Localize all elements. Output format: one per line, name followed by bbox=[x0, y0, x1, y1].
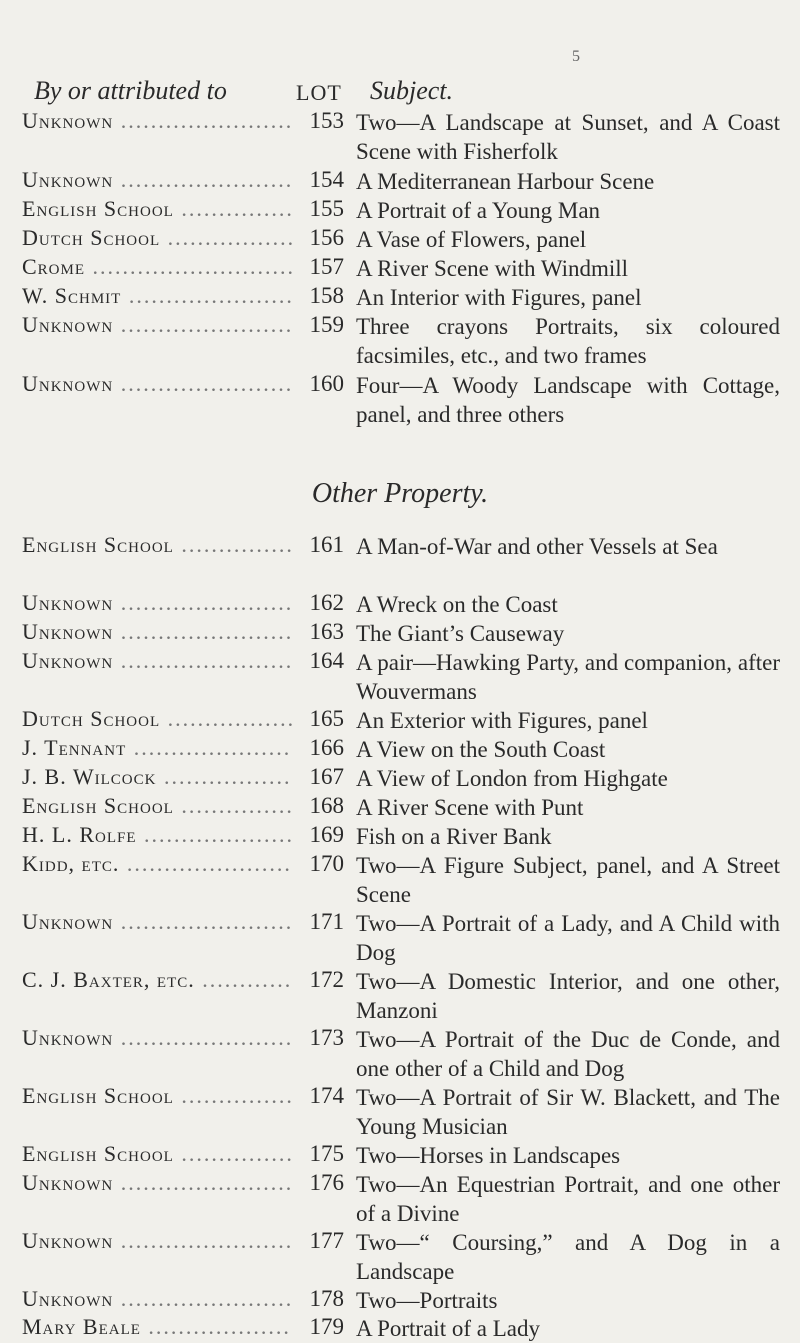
lot-number: 167 bbox=[296, 764, 344, 790]
subject-text: Fish on a River Bank bbox=[356, 824, 552, 849]
attribution: J. Tennant ..... bbox=[22, 735, 292, 761]
subject-text: A Mediterranean Harbour Scene bbox=[356, 169, 655, 194]
attribution: Dutch School ..... bbox=[22, 225, 292, 251]
subject-text: An Exterior with Figures, panel bbox=[356, 708, 648, 733]
lot-number: 158 bbox=[296, 283, 344, 309]
attribution: Unknown ..... bbox=[22, 619, 292, 645]
attribution: English School ..... bbox=[22, 532, 292, 558]
lot-number: 160 bbox=[296, 371, 344, 397]
attribution: Unknown ..... bbox=[22, 1286, 292, 1312]
subject-text: Two—A Portrait of the Duc de Conde, and one other of a Child and Dog bbox=[356, 1027, 780, 1081]
subject-text: Three crayons Portraits, six coloured facsimiles, etc., and two frames bbox=[356, 314, 780, 368]
lot-number: 154 bbox=[296, 167, 344, 193]
subject-text: A Man-of-War and other Vessels at Sea bbox=[356, 534, 718, 559]
subject-text: An Interior with Figures, panel bbox=[356, 285, 642, 310]
attribution: English School ..... bbox=[22, 196, 292, 222]
subject-text: Two—A Portrait of Sir W. Blackett, and The Young Musician bbox=[356, 1085, 780, 1139]
attribution: H. L. Rolfe ..... bbox=[22, 822, 292, 848]
subject-text: Two—“ Coursing,” and A Dog in a Landscape bbox=[356, 1230, 780, 1284]
lot-number: 157 bbox=[296, 254, 344, 280]
lot-number: 178 bbox=[296, 1286, 344, 1312]
attribution: C. J. Baxter, etc. ..... bbox=[22, 967, 292, 993]
attribution: Unknown ..... bbox=[22, 167, 292, 193]
lot-number: 177 bbox=[296, 1228, 344, 1254]
subject-text: A River Scene with Punt bbox=[356, 795, 584, 820]
subject-text: A Portrait of a Lady bbox=[356, 1316, 540, 1341]
subject-text: Two—Horses in Landscapes bbox=[356, 1143, 621, 1168]
lot-number: 164 bbox=[296, 648, 344, 674]
subject-text: Two—Portraits bbox=[356, 1288, 498, 1313]
attribution: W. Schmit ..... bbox=[22, 283, 292, 309]
subject-text: A pair—Hawking Party, and companion, after Wouvermans bbox=[356, 650, 780, 704]
attribution: Crome ..... bbox=[22, 254, 292, 280]
attribution: Kidd, etc. ..... bbox=[22, 851, 292, 877]
subject-text: A View of London from Highgate bbox=[356, 766, 668, 791]
lot-number: 174 bbox=[296, 1083, 344, 1109]
subject-text: A Portrait of a Young Man bbox=[356, 198, 601, 223]
lot-number: 153 bbox=[296, 108, 344, 134]
lot-number: 168 bbox=[296, 793, 344, 819]
subject-text: A Vase of Flowers, panel bbox=[356, 227, 587, 252]
lot-number: 162 bbox=[296, 590, 344, 616]
lot-number: 166 bbox=[296, 735, 344, 761]
lot-number: 169 bbox=[296, 822, 344, 848]
lot-number: 171 bbox=[296, 909, 344, 935]
lot-number: 175 bbox=[296, 1141, 344, 1167]
lot-column-header: LOT bbox=[296, 80, 342, 105]
attribution: Unknown ..... bbox=[22, 312, 292, 338]
subject-text: The Giant’s Causeway bbox=[356, 621, 565, 646]
section-title: Other Property. bbox=[311, 478, 489, 509]
lot-number: 155 bbox=[296, 196, 344, 222]
attribution: Unknown ..... bbox=[22, 371, 292, 397]
attribution: Unknown ..... bbox=[22, 108, 292, 134]
page-mark: 5 bbox=[572, 48, 580, 65]
attribution: Unknown ..... bbox=[22, 1025, 292, 1051]
lot-number: 172 bbox=[296, 967, 344, 993]
attribution: J. B. Wilcock ..... bbox=[22, 764, 292, 790]
attribution: Mary Beale ..... bbox=[22, 1314, 292, 1340]
subject-text: Two—A Figure Subject, panel, and A Street Scene bbox=[356, 853, 780, 907]
subject-text: Four—A Woody Landscape with Cottage, panel, and three others bbox=[356, 373, 780, 427]
by-column-header: By or attributed to bbox=[34, 76, 227, 105]
subject-text: Two—A Domestic Interior, and one other, Manzoni bbox=[356, 969, 780, 1023]
lot-number: 170 bbox=[296, 851, 344, 877]
subject-text: A Wreck on the Coast bbox=[356, 592, 558, 617]
attribution: Unknown ..... bbox=[22, 1170, 292, 1196]
subject-text: A View on the South Coast bbox=[356, 737, 606, 762]
lot-number: 161 bbox=[296, 532, 344, 558]
lot-number: 179 bbox=[296, 1314, 344, 1340]
subject-text: Two—A Landscape at Sunset, and A Coast Scene with Fisherfolk bbox=[356, 110, 780, 164]
attribution: English School ..... bbox=[22, 1083, 292, 1109]
lot-number: 159 bbox=[296, 312, 344, 338]
lot-number: 176 bbox=[296, 1170, 344, 1196]
subject-text: A River Scene with Windmill bbox=[356, 256, 629, 281]
subject-text: Two—An Equestrian Portrait, and one other of a Divine bbox=[356, 1172, 780, 1226]
attribution: Unknown ..... bbox=[22, 648, 292, 674]
lot-number: 163 bbox=[296, 619, 344, 645]
attribution: English School ..... bbox=[22, 793, 292, 819]
lot-number: 156 bbox=[296, 225, 344, 251]
attribution: English School ..... bbox=[22, 1141, 292, 1167]
lot-number: 165 bbox=[296, 706, 344, 732]
lot-number: 173 bbox=[296, 1025, 344, 1051]
subject-text: Two—A Portrait of a Lady, and A Child with Dog bbox=[356, 911, 780, 965]
attribution: Unknown ..... bbox=[22, 590, 292, 616]
subject-column-header: Subject. bbox=[370, 76, 454, 105]
attribution: Unknown ..... bbox=[22, 1228, 292, 1254]
attribution: Dutch School ..... bbox=[22, 706, 292, 732]
attribution: Unknown ..... bbox=[22, 909, 292, 935]
